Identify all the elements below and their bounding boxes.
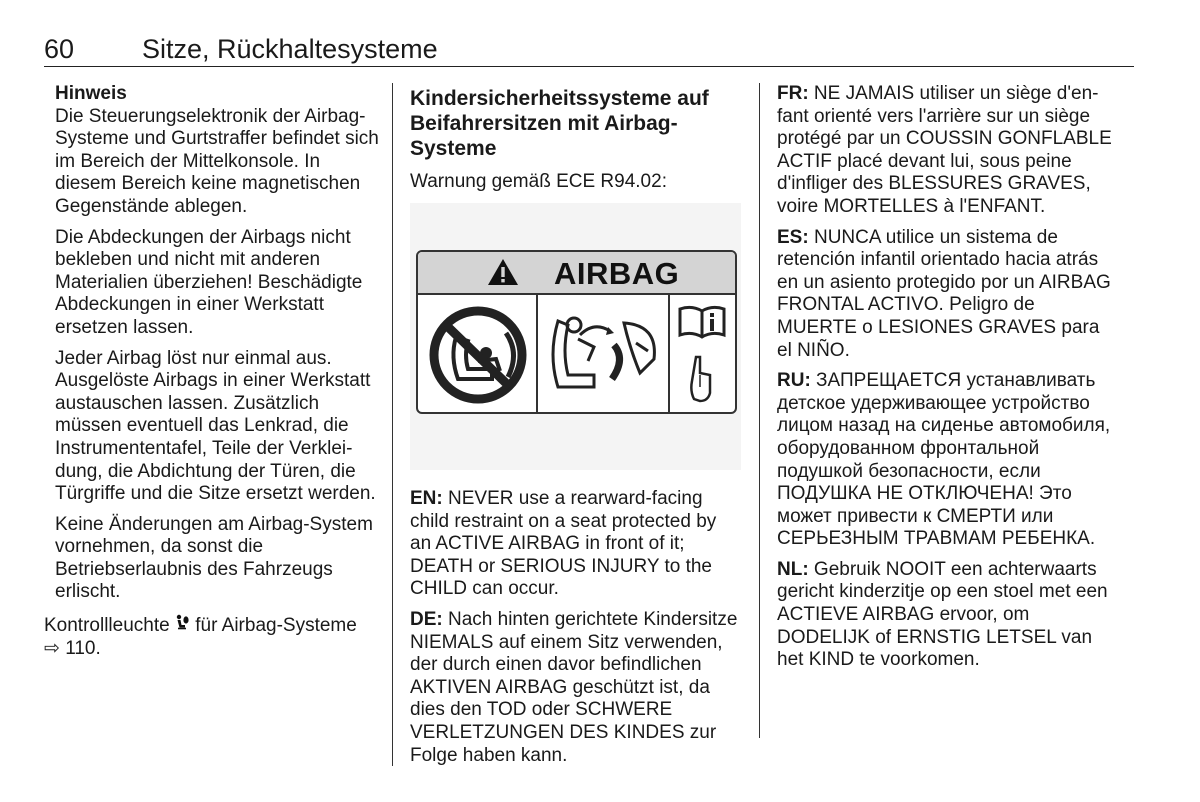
page-number: 60	[44, 34, 75, 64]
intro-text: Warnung gemäß ECE R94.02:	[410, 171, 667, 192]
note-paragraph: Keine Änderungen am Airbag-System vornehmen, da sonst die Betriebserlaubnis des Fahrzeugs erlischt.	[55, 513, 373, 603]
airbag-warning-label	[416, 250, 737, 414]
column-right	[777, 83, 1117, 680]
warning-text: Gebruik NOOIT een achterwaarts gericht kinderzitje op een stoel met een ACTIEVE AIRBAG ervoor, om DODELIJK of ERNSTIG LETSEL van het KIND te voorkomen.	[777, 558, 1108, 671]
column-divider	[392, 83, 393, 766]
warning-text: NUNCA utilice un sistema de retención infantil orientado hacia atrás en un asiento protegido por un AIRBAG FRONTAL ACTIVO. Peligro de MUERTE o LESIONES GRAVES para el NIÑO.	[777, 226, 1111, 361]
lang-code: DE:	[410, 608, 443, 630]
no-rear-facing-child-seat-icon	[434, 311, 522, 399]
airbag-deploying-at-seat-icon	[553, 318, 654, 387]
lang-code: ES:	[777, 226, 809, 248]
warning-ru	[777, 370, 1117, 551]
section-title: Sitze, Rückhaltesysteme	[142, 34, 438, 64]
page-reference-arrow-icon: ⇨	[44, 637, 60, 659]
airbag-indicator-reference	[44, 614, 379, 660]
note-paragraph: Jeder Airbag löst nur einmal aus. Ausgelöste Airbags in einer Werkstatt austauschen lassen. Zusätzlich müssen eventuell das Lenkrad, die Instrumententafel, Teile der Verkleidung, die Abdichtung der Türen, die Türgriffe und die Sitze ersetzt werden.	[55, 347, 376, 505]
warning-triangle-icon	[486, 257, 520, 287]
note-title: Hinweis	[55, 83, 127, 104]
lang-code: FR:	[777, 83, 809, 104]
warning-es	[777, 227, 1117, 363]
crossref-text: Kontrollleuchte	[44, 614, 175, 636]
column-divider	[759, 83, 760, 738]
column-left	[44, 83, 379, 660]
section-heading: Kindersicherheitssysteme auf Beifahrersitzen mit Airbag-Systeme	[410, 87, 709, 160]
warning-text: NEVER use a rearward-facing child restraint on a seat protected by an ACTIVE AIRBAG in front of it; DEATH or SERIOUS INJURY to the CHILD can occur.	[410, 488, 717, 600]
warning-en	[410, 488, 740, 601]
lang-code: EN:	[410, 488, 443, 509]
crossref-text: für Airbag-Systeme	[189, 614, 357, 636]
warning-fr	[777, 83, 1117, 219]
label-pictograms	[418, 295, 735, 412]
warning-de	[410, 609, 740, 767]
column-middle-warnings	[410, 488, 740, 775]
column-middle	[410, 83, 740, 202]
label-title-bar	[418, 252, 735, 295]
note-box	[44, 83, 379, 604]
label-airbag-word: AIRBAG	[554, 256, 680, 291]
pointing-hand-icon	[691, 357, 710, 401]
airbag-warning-label-figure	[410, 203, 741, 470]
page-reference-link[interactable]: 110.	[59, 637, 101, 659]
airbag-warning-light-icon	[175, 614, 190, 638]
warning-nl	[777, 559, 1117, 672]
lang-code: NL:	[777, 558, 809, 580]
note-paragraph: Die Abdeckungen der Airbags nicht bekleben und nicht mit anderen Materialien überziehen! Beschädigte Abdeckungen in einer Werkstatt ersetzen lassen.	[55, 226, 363, 338]
page-header	[44, 30, 1134, 67]
warning-text: NE JAMAIS utiliser un siège d'enfant orienté vers l'arrière sur un siège protégé par un COUSSIN GONFLABLE ACTIF placé devant lui, sous peine d'infliger des BLESSURES GRAVES, voire MORTELLES à l'ENFANT.	[777, 83, 1112, 217]
warning-text: Nach hinten gerichtete Kindersitze NIEMALS auf einem Sitz verwenden, der durch einen davor befindlichen AKTIVEN AIRBAG geschützt ist, da dies den TOD oder SCHWERE VERLETZUNGEN DES KINDES zur Folge haben kann.	[410, 608, 738, 766]
warning-text: ЗАПРЕЩАЕТСЯ устанавливать детское удерживающее устройство лицом назад на сиденье автомобиля, оборудованном фронтальной подушкой безопасности, если ПОДУШКА НЕ ОТКЛЮЧЕНА! Это может привести к СМЕРТИ или СЕРЬЕЗНЫМ ТРАВМАМ РЕБЕНКА.	[777, 370, 1111, 550]
note-paragraph: Die Steuerungselektronik der Airbag-Systeme und Gurtstraffer befindet sich im Bereich der Mittelkonsole. In diesem Bereich keine magnetischen Gegenstände ablegen.	[55, 105, 379, 217]
read-manual-icon	[680, 307, 724, 337]
lang-code: RU:	[777, 370, 811, 392]
